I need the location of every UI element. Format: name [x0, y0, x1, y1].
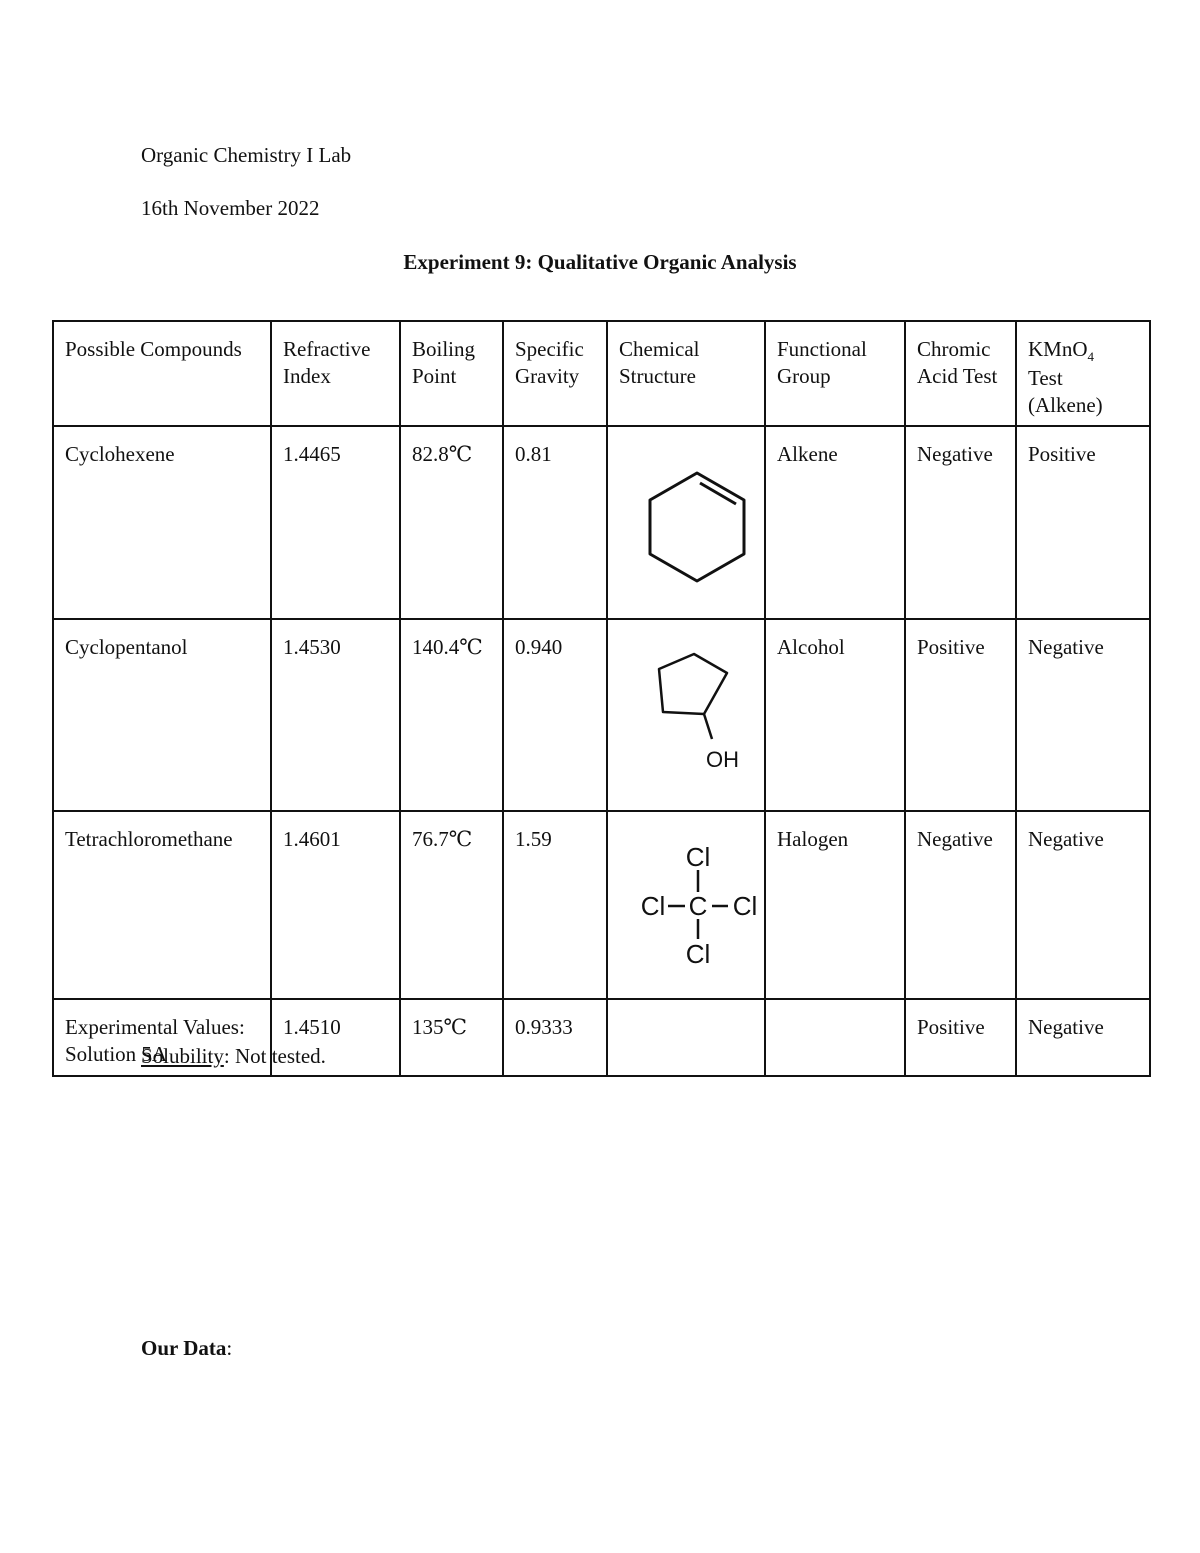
cell-kmno4: Negative — [1016, 811, 1150, 999]
solubility-label: Solubility — [141, 1044, 224, 1068]
header-chemical-structure: Chemical Structure — [607, 321, 765, 426]
cell-refractive: 1.4530 — [271, 619, 400, 811]
cell-gravity: 1.59 — [503, 811, 607, 999]
kmno4-test-label: Test (Alkene) — [1028, 366, 1103, 417]
cell-functional-group: Alkene — [765, 426, 905, 619]
cl-left-label: Cl — [640, 891, 666, 921]
hydroxyl-label: OH — [706, 747, 739, 772]
header-functional-group: Functional Group — [765, 321, 905, 426]
cl-right-label: Cl — [732, 891, 758, 921]
solubility-text: : Not tested. — [223, 1044, 326, 1068]
cell-compound: Cyclohexene — [53, 426, 271, 619]
table-row — [53, 811, 1150, 999]
cell-refractive: 1.4510 — [271, 999, 400, 1076]
course-title: Organic Chemistry I Lab — [141, 143, 352, 167]
kmno4-formula: KMnO — [1028, 337, 1088, 361]
cell-kmno4: Negative — [1016, 619, 1150, 811]
cell-gravity: 0.9333 — [503, 999, 607, 1076]
table-header-row — [53, 321, 1150, 426]
solubility-note — [141, 1044, 326, 1069]
cell-chromic: Negative — [905, 811, 1016, 999]
cell-boiling: 140.4℃ — [400, 619, 503, 811]
experiment-title: Experiment 9: Qualitative Organic Analysis — [403, 250, 797, 274]
cell-kmno4: Positive — [1016, 426, 1150, 619]
carbon-label: C — [688, 891, 708, 921]
our-data-heading — [141, 1336, 232, 1361]
our-data-suffix: : — [226, 1336, 233, 1360]
document-date: 16th November 2022 — [141, 196, 320, 220]
header-refractive-index: Refractive Index — [271, 321, 400, 426]
cell-structure — [607, 426, 765, 619]
cell-chromic: Positive — [905, 619, 1016, 811]
cell-boiling: 135℃ — [400, 999, 503, 1076]
cell-gravity: 0.81 — [503, 426, 607, 619]
cell-compound: Cyclopentanol — [53, 619, 271, 811]
header-chromic-acid-test: Chromic Acid Test — [905, 321, 1016, 426]
our-data-label: Our Data — [141, 1336, 227, 1360]
compounds-table — [52, 320, 1151, 1077]
cell-boiling: 76.7℃ — [400, 811, 503, 999]
cell-structure — [607, 811, 765, 999]
cell-functional-group: Alcohol — [765, 619, 905, 811]
table-row — [53, 619, 1150, 811]
cell-chromic: Positive — [905, 999, 1016, 1076]
header-possible-compounds: Possible Compounds — [53, 321, 271, 426]
table-row — [53, 426, 1150, 619]
cell-boiling: 82.8℃ — [400, 426, 503, 619]
tetrachloromethane-structure — [619, 826, 777, 985]
cell-compound: Experimental Values: Solution 5A — [53, 999, 271, 1076]
cell-gravity: 0.940 — [503, 619, 607, 811]
cell-kmno4: Negative — [1016, 999, 1150, 1076]
header-specific-gravity: Specific Gravity — [503, 321, 607, 426]
kmno4-subscript: 4 — [1087, 349, 1095, 364]
cell-structure — [607, 999, 765, 1076]
cyclohexene-structure — [619, 441, 777, 605]
cl-bottom-label: Cl — [685, 939, 711, 969]
cell-functional-group — [765, 999, 905, 1076]
cell-functional-group: Halogen — [765, 811, 905, 999]
cell-refractive: 1.4601 — [271, 811, 400, 999]
cyclopentanol-structure — [619, 634, 777, 797]
cell-chromic: Negative — [905, 426, 1016, 619]
cell-refractive: 1.4465 — [271, 426, 400, 619]
header-boiling-point: Boiling Point — [400, 321, 503, 426]
header-kmno4-test — [1016, 321, 1150, 426]
cell-compound: Tetrachloromethane — [53, 811, 271, 999]
cl-top-label: Cl — [685, 842, 711, 872]
cell-structure — [607, 619, 765, 811]
